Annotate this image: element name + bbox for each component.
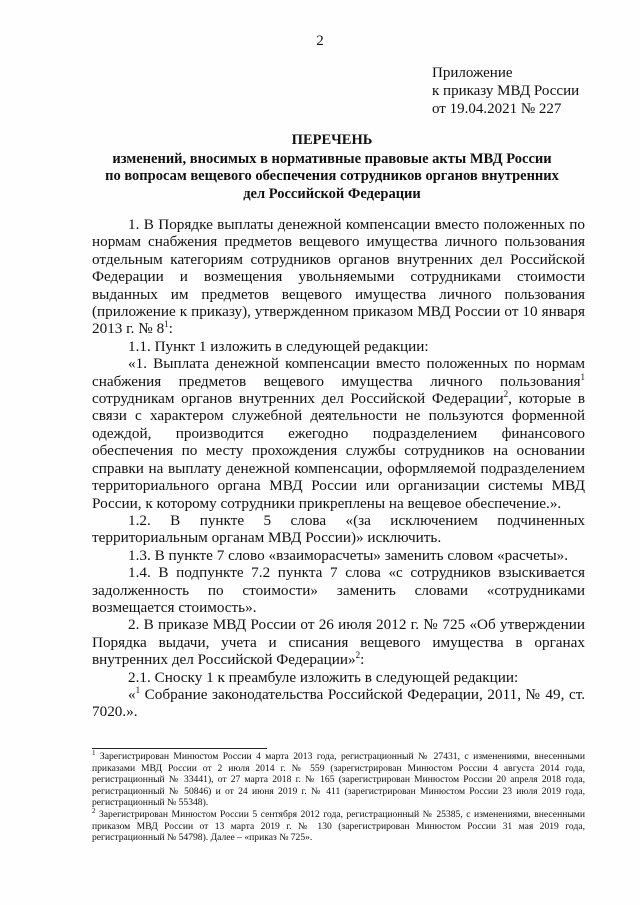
- paragraph-quote-1: «1. Выплата денежной компенсации вместо положенных по нормам снабжения предметов вещевого имущества личного пользования$^1$ сотрудникам органов внутренних дел Российской Федерации$^2$, которые в связи с характером служебной деятельности не пользуются форменной одеждой, производится ежегодно подразделением финансового обеспечения по месту прохождения службы сотрудников на основании справки на выплату денежной компенсации, оформляемой подразделением территориального органа МВД России или организации системы МВД России, к которому сотрудники прикреплены на вещевое обеспечение.».: [92, 355, 585, 512]
- paragraph-1-4: 1.4. В подпункте 7.2 пункта 7 слова «с сотрудников взыскивается задолженность по стоимости» заменить словами «сотрудниками возмещается стоимость».: [92, 564, 585, 616]
- footnote-ref-quote-2: 1: [135, 684, 141, 695]
- footnotes: [92, 748, 585, 844]
- appendix-block: [432, 64, 579, 118]
- footnote-ref-2-quote[interactable]: 2: [503, 389, 509, 399]
- footnote-ref-2[interactable]: 2: [355, 650, 361, 661]
- page-number: 2: [316, 33, 324, 49]
- paragraph-1-1: 1.1. Пункт 1 изложить в следующей редакции:: [128, 337, 429, 355]
- footnote-ref-1-quote[interactable]: 1: [580, 371, 585, 382]
- paragraph-quote-2: «$^1$ Собрание законодательства Российской Федерации, 2011, № 49, ст. 7020.».: [92, 684, 585, 721]
- paragraph-2: 2. В приказе МВД России от 26 июля 2012 г. № 725 «Об утверждении Порядка выдачи, учета и списания вещевого имущества в органах внутренних дел Российской Федерации»$^2$:: [92, 616, 585, 669]
- footnote-divider: [92, 748, 267, 749]
- heading-line-1: изменений, вносимых в нормативные правовые акты МВД России: [112, 150, 552, 167]
- heading-title: ПЕРЕЧЕНЬ: [291, 132, 373, 148]
- document-heading: [92, 132, 572, 203]
- heading-line-2: по вопросам вещевого обеспечения сотрудников органов внутренних: [105, 168, 559, 184]
- document-body: [92, 216, 585, 721]
- appendix-line-3: от 19.04.2021 № 227: [432, 101, 562, 117]
- paragraph-2-1: 2.1. Сноску 1 к преамбуле изложить в следующей редакции:: [128, 668, 519, 686]
- heading-line-3: дел Российской Федерации: [243, 185, 421, 202]
- paragraph-1-2: 1.2. В пункте 5 слова «(за исключением подчиненных территориальным органам МВД России)» исключить.: [92, 511, 585, 547]
- paragraph-1-3: 1.3. В пункте 7 слово «взаиморасчеты» заменить словом «расчеты».: [128, 546, 569, 564]
- footnote-1: $^1$ Зарегистрирован Минюстом России 4 марта 2013 года, регистрационный № 27431, с изменениями, внесенными приказами МВД России от 2 июля 2014 г. № 559 (зарегистрирован Минюстом России 4 августа 2014 года, регистрационный № 33441), от 27 марта 2018 г. № 165 (зарегистрирован Минюстом России 20 апреля 2018 года, регистрационный № 50846) и от 24 июня 2019 г. № 411 (зарегистрирован Минюстом России 23 июля 2019 года, регистрационный № 55348).: [92, 748, 585, 809]
- footnote-mark-1: 1: [92, 748, 96, 757]
- appendix-line-1: Приложение: [432, 65, 513, 81]
- footnote-ref-1[interactable]: 1: [164, 319, 169, 330]
- footnote-2: $^2$ Зарегистрирован Минюстом России 5 сентября 2012 года, регистрационный № 25385, с изменениями, внесенными приказом МВД России от 13 марта 2019 г. № 130 (зарегистрирован Минюстом России 31 мая 2019 года, регистрационный № 54798). Далее – «приказ № 725».: [92, 806, 585, 844]
- footnote-mark-2: 2: [92, 806, 96, 815]
- appendix-line-2: к приказу МВД России: [432, 83, 580, 99]
- paragraph-1: 1. В Порядке выплаты денежной компенсации вместо положенных по нормам снабжения предметов вещевого имущества личного пользования отдельным категориям сотрудников органов внутренних дел Российской Федерации и возмещения увольняемыми сотрудниками стоимости выданных им предметов вещевого имущества личного пользования (приложение к приказу), утвержденном приказом МВД России от 10 января 2013 г. № $8^1$:: [92, 216, 585, 338]
